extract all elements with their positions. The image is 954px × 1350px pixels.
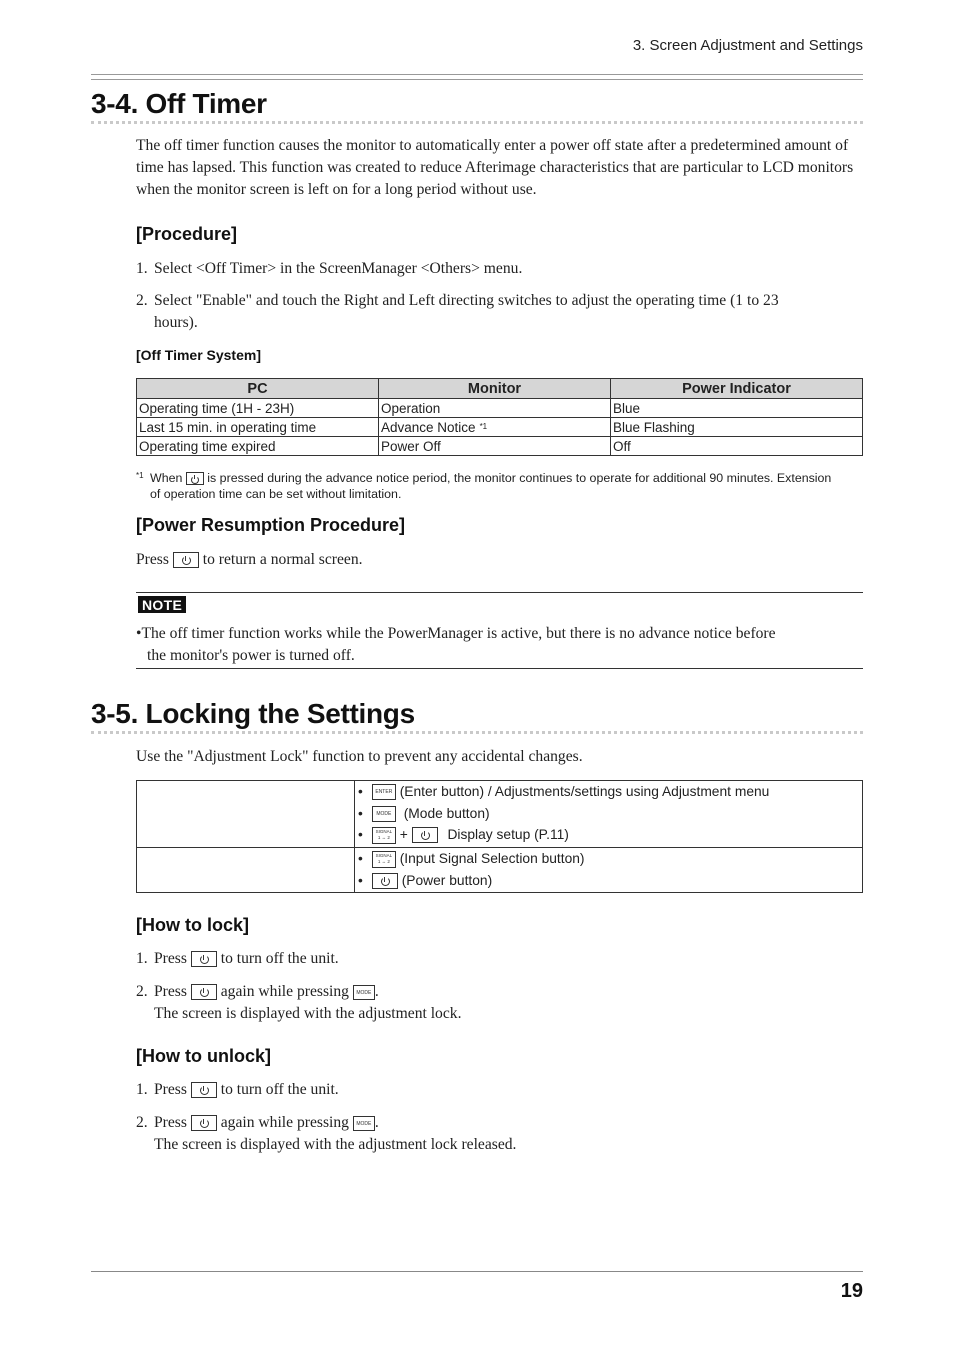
- step-text-continued: The screen is displayed with the adjustment lock released.: [154, 1136, 517, 1153]
- note-box: [136, 592, 863, 669]
- footnote-text-continued: of operation time can be set without limitation.: [150, 487, 402, 501]
- lock-step-2: [136, 981, 863, 1025]
- signal-key-label: SIGNAL: [375, 828, 393, 834]
- lock-table-row-1: [137, 781, 863, 848]
- step-number: 2.: [136, 1114, 148, 1131]
- procedure-step-1: [136, 258, 863, 280]
- step-number: 1.: [136, 1081, 148, 1098]
- lock-item-enter: [355, 781, 862, 803]
- note-line-1: The off timer function works while the PowerManager is active, but there is no advance notice before: [141, 625, 776, 642]
- lock-item-mode: [355, 803, 862, 824]
- footnote: [136, 470, 863, 502]
- resume-text-b: to return a normal screen.: [202, 551, 363, 568]
- lock-item-power: [355, 870, 862, 892]
- table-cell: Operating time expired: [137, 437, 379, 456]
- note-badge: NOTE: [138, 596, 186, 613]
- table-cell-empty: [137, 781, 355, 848]
- procedure-heading: [Procedure]: [136, 224, 238, 244]
- dotted-divider: [91, 731, 863, 734]
- mode-button-icon: MODE: [372, 806, 396, 822]
- unlock-step-2: [136, 1112, 863, 1156]
- footnote-ref: *1: [479, 421, 488, 431]
- page-number: 19: [840, 1280, 863, 1302]
- header-rule: [91, 74, 863, 80]
- power-resumption-text: [136, 549, 863, 571]
- step-number: 2.: [136, 292, 148, 309]
- step-text: Press: [154, 983, 187, 1000]
- table-cell: Operating time (1H - 23H): [137, 399, 379, 418]
- step-text: to turn off the unit.: [220, 950, 339, 967]
- bullet: •: [358, 784, 363, 799]
- off-timer-intro: The off timer function causes the monitor to automatically enter a power off state after a predetermined amount of time has lapsed. This function was created to reduce Afterimage characteristics that are particular to LCD monitors when the monitor screen is left on for a long period without use.: [136, 137, 854, 198]
- table-cell: Power Off: [379, 437, 611, 456]
- step-text-continued: The screen is displayed with the adjustment lock.: [154, 1005, 462, 1022]
- bullet: •: [358, 827, 363, 842]
- procedure-step-2: [136, 290, 863, 334]
- step-text: Press: [154, 1114, 187, 1131]
- footer-rule: [91, 1271, 863, 1272]
- running-head: 3. Screen Adjustment and Settings: [632, 37, 863, 54]
- column-header-pc: PC: [137, 379, 379, 399]
- table-cell: Blue: [611, 399, 863, 418]
- power-button-icon: [191, 1115, 217, 1131]
- off-timer-system-table: [136, 378, 863, 456]
- bullet: •: [358, 873, 363, 888]
- step-text-continued: hours).: [154, 314, 198, 331]
- lock-item-input-signal: [355, 848, 862, 870]
- column-header-monitor: Monitor: [379, 379, 611, 399]
- lock-step-1: [136, 948, 863, 970]
- signal-button-icon: [372, 851, 396, 868]
- how-to-lock-heading: [How to lock]: [136, 915, 249, 935]
- power-button-icon: [191, 984, 217, 1000]
- note-bullet: •: [136, 625, 142, 642]
- resume-text-a: Press: [136, 551, 169, 568]
- signal-button-icon: [372, 827, 396, 844]
- off-timer-system-heading: [Off Timer System]: [136, 347, 261, 363]
- signal-key-label: SIGNAL: [375, 852, 393, 858]
- table-header-row: [137, 379, 863, 399]
- table-cell-text: Advance Notice: [381, 419, 476, 435]
- step-text: Press: [154, 950, 187, 967]
- section-title-off-timer: 3-4. Off Timer: [91, 88, 267, 119]
- lock-item-text: (Input Signal Selection button): [399, 851, 585, 866]
- lock-item-text: (Enter button) / Adjustments/settings using Adjustment menu: [399, 784, 770, 799]
- step-text: again while pressing: [220, 1114, 349, 1131]
- step-number: 2.: [136, 983, 148, 1000]
- step-text: again while pressing: [220, 983, 349, 1000]
- step-text: .: [374, 1114, 379, 1131]
- lock-item-text: (Power button): [401, 873, 493, 888]
- step-text: Press: [154, 1081, 187, 1098]
- power-resumption-heading: [Power Resumption Procedure]: [136, 515, 406, 535]
- table-cell: Off: [611, 437, 863, 456]
- adjustment-lock-table: [136, 780, 863, 893]
- lock-item-signal-power: [355, 824, 862, 847]
- how-to-unlock-heading: [How to unlock]: [136, 1046, 271, 1066]
- power-button-icon: [173, 552, 199, 568]
- table-cell: [379, 418, 611, 437]
- footnote-text-b: is pressed during the advance notice period, the monitor continues to operate for additional 90 minutes. Extension: [207, 471, 832, 485]
- lock-item-text: Display setup (P.11): [447, 827, 569, 842]
- note-line-2: the monitor's power is turned off.: [147, 647, 355, 664]
- mode-button-icon: MODE: [353, 1116, 375, 1131]
- table-row: [137, 399, 863, 418]
- unlock-step-1: [136, 1079, 863, 1101]
- power-button-icon: [191, 1082, 217, 1098]
- step-text: Select "Enable" and touch the Right and Left directing switches to adjust the operating time (1 to 23: [154, 292, 779, 309]
- footnote-text-a: When: [150, 471, 183, 485]
- footnote-mark: *1: [136, 471, 144, 480]
- power-button-icon: [186, 472, 204, 485]
- lock-item-text: (Mode button): [403, 806, 490, 821]
- step-number: 1.: [136, 950, 148, 967]
- plus-sign: +: [399, 827, 408, 842]
- signal-key-label-2: 1 ↔ 2: [377, 858, 390, 864]
- signal-key-label-2: 1 ↔ 2: [377, 834, 390, 840]
- section-title-locking: 3-5. Locking the Settings: [91, 698, 415, 729]
- table-row: [137, 418, 863, 437]
- table-cell: Operation: [379, 399, 611, 418]
- step-text: Select <Off Timer> in the ScreenManager <Others> menu.: [154, 260, 523, 277]
- dotted-divider: [91, 121, 863, 124]
- step-text: .: [374, 983, 379, 1000]
- note-text: [136, 623, 863, 667]
- power-button-icon: [412, 827, 438, 843]
- locking-intro: Use the "Adjustment Lock" function to prevent any accidental changes.: [136, 748, 583, 765]
- bullet: •: [358, 806, 363, 821]
- lock-table-row-2: [137, 848, 863, 893]
- column-header-power-indicator: Power Indicator: [611, 379, 863, 399]
- enter-button-icon: ENTER: [372, 784, 396, 800]
- power-button-icon: [191, 951, 217, 967]
- table-row: [137, 437, 863, 456]
- bullet: •: [358, 851, 363, 866]
- power-button-icon: [372, 873, 398, 889]
- table-cell: Blue Flashing: [611, 418, 863, 437]
- table-cell: Last 15 min. in operating time: [137, 418, 379, 437]
- lock-table-cell: [355, 848, 863, 893]
- step-number: 1.: [136, 260, 148, 277]
- mode-button-icon: MODE: [353, 985, 375, 1000]
- step-text: to turn off the unit.: [220, 1081, 339, 1098]
- lock-table-cell: [355, 781, 863, 848]
- table-cell-empty: [137, 848, 355, 893]
